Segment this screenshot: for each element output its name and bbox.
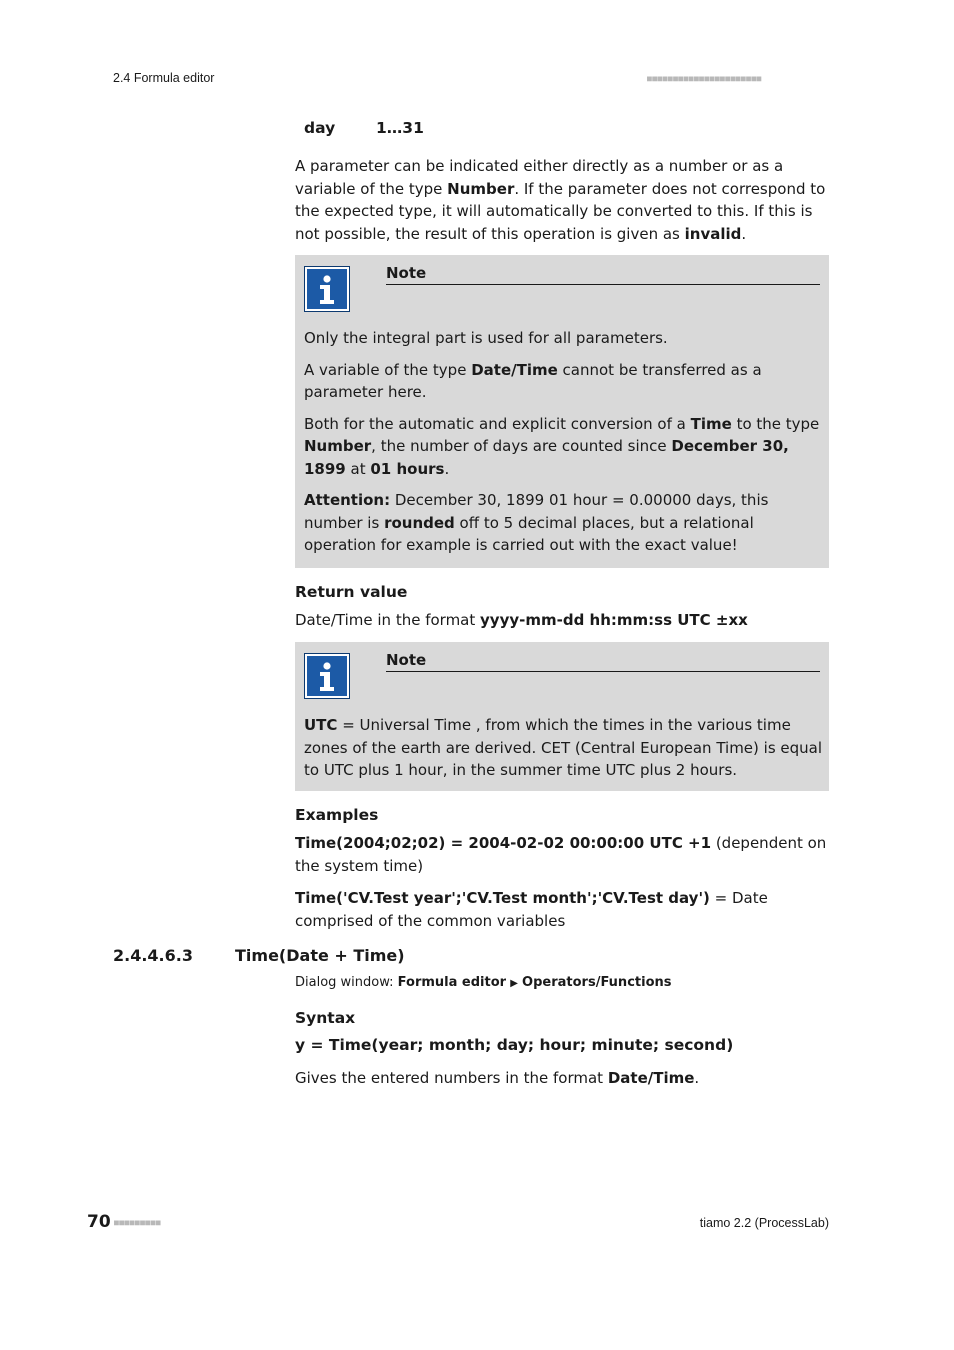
note-body: [304, 714, 824, 791]
note-paragraph: UTC = Universal Time , from which the times in the various time zones of the earth are derived. CET (Central European Time) is equal to UTC plus 1 hour, in the summer time UTC plus 2 hours.: [304, 716, 823, 779]
note-title: Note: [386, 264, 820, 285]
return-value-text: Date/Time in the format yyyy-mm-dd hh:mm:ss UTC ±xx: [295, 611, 748, 629]
note-paragraph: Both for the automatic and explicit conversion of a Time to the type Number, the number of days are counted since December 30, 1899 at 01 hours.: [304, 414, 820, 478]
return-value-heading: Return value: [295, 583, 408, 601]
example-1: Time(2004;02;02) = 2004-02-02 00:00:00 UTC +1 (dependent on the system time): [295, 834, 827, 875]
examples-heading: Examples: [295, 806, 379, 824]
syntax-code: y = Time(year; month; day; hour; minute; second): [295, 1036, 734, 1054]
section-title: Time(Date + Time): [235, 946, 405, 965]
param-range: 1…31: [376, 119, 424, 137]
page-number: 70: [87, 1212, 111, 1232]
running-header-section: 2.4 Formula editor: [113, 71, 215, 85]
info-icon: [304, 653, 350, 699]
param-name: day: [304, 119, 336, 137]
syntax-heading: Syntax: [295, 1009, 356, 1027]
dialog-window-path: Dialog window: Formula editor ▶ Operators/Functions: [295, 975, 672, 990]
note-paragraph: Only the integral part is used for all parameters.: [304, 329, 668, 347]
syntax-description: Gives the entered numbers in the format Date/Time.: [295, 1069, 700, 1087]
section-number: 2.4.4.6.3: [113, 946, 193, 965]
arrow-right-icon: ▶: [510, 978, 518, 989]
note-box-1: [295, 255, 829, 568]
note-title: Note: [386, 651, 820, 672]
footer-decoration: ■■■■■■■■■: [114, 1218, 161, 1227]
example-2: Time('CV.Test year';'CV.Test month';'CV.Test day') = Date comprised of the common variables: [295, 889, 768, 930]
header-decoration: ■■■■■■■■■■■■■■■■■■■■■■: [647, 74, 762, 83]
intro-paragraph: A parameter can be indicated either directly as a number or as a variable of the type Number. If the parameter does not correspond to the expected type, it will automatically be converted to this. If this is not possible, the result of this operation is given as invalid.: [295, 157, 826, 243]
note-body: [304, 327, 824, 566]
product-name: tiamo 2.2 (ProcessLab): [699, 1216, 829, 1230]
info-icon: [304, 266, 350, 312]
note-paragraph: A variable of the type Date/Time cannot be transferred as a parameter here.: [304, 360, 762, 401]
note-paragraph: Attention: December 30, 1899 01 hour = 0.00000 days, this number is rounded off to 5 decimal places, but a relational operation for example is carried out with the exact value!: [304, 491, 769, 554]
note-box-2: [295, 642, 829, 791]
